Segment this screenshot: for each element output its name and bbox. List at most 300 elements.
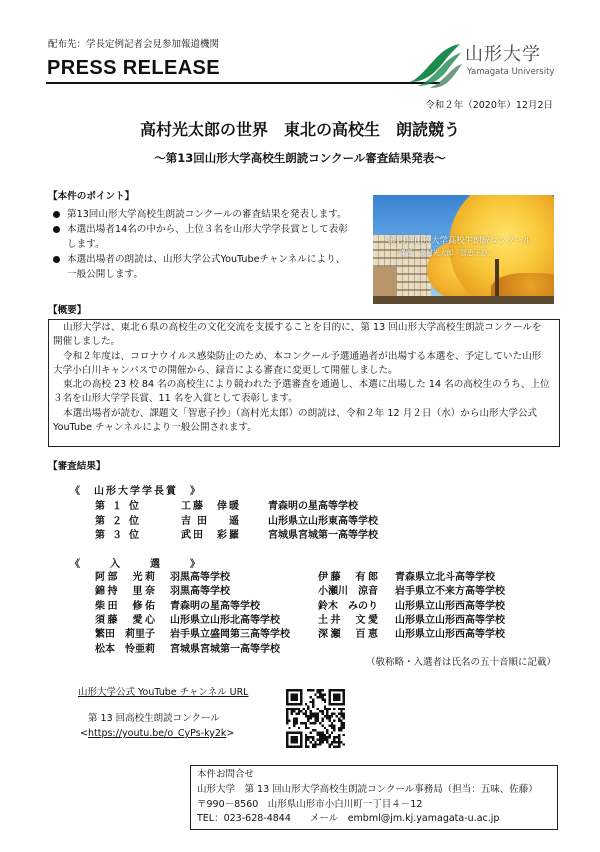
winner-3-school: 宮城県宮城第一高等学校: [268, 530, 378, 541]
qr-module: [333, 698, 335, 700]
qr-module: [340, 715, 342, 717]
logo-name-english: Yamagata University: [467, 67, 555, 77]
qr-module: [338, 734, 340, 736]
qr-module: [331, 743, 333, 745]
qr-module: [298, 731, 300, 733]
qr-module: [305, 715, 307, 717]
qr-module: [312, 703, 314, 705]
qr-module: [295, 717, 297, 719]
qr-module: [328, 734, 330, 736]
release-date: 令和２年（2020年）12月2日: [425, 100, 553, 111]
qr-module: [307, 706, 309, 708]
honorable-right-2-name: 小瀬川 涼音: [318, 586, 378, 597]
qr-module: [340, 689, 342, 691]
qr-module: [331, 703, 333, 705]
qr-module: [317, 696, 319, 698]
qr-module: [286, 720, 288, 722]
qr-module: [286, 739, 288, 741]
qr-module: [314, 717, 316, 719]
qr-module: [298, 713, 300, 715]
qr-module: [338, 741, 340, 743]
qr-module: [336, 746, 338, 748]
qr-module: [314, 715, 316, 717]
honorable-left-5-school: 岩手県立盛岡第三高等学校: [170, 629, 290, 640]
qr-module: [286, 734, 288, 736]
qr-module: [312, 689, 314, 691]
qr-module: [343, 708, 345, 710]
qr-module: [314, 720, 316, 722]
qr-code: [286, 689, 345, 748]
qr-module: [338, 696, 340, 698]
header-rule: [46, 82, 440, 84]
winner-3-rank: 第３位: [95, 530, 139, 541]
qr-module: [295, 713, 297, 715]
qr-module: [333, 739, 335, 741]
qr-module: [305, 741, 307, 743]
qr-module: [291, 739, 293, 741]
distribution-list: 配布先：学長定例記者会見参加報道機関: [48, 39, 220, 50]
qr-module: [326, 739, 328, 741]
honorable-right-4-name: 土井 文愛: [318, 615, 378, 626]
contest-photo: [373, 195, 554, 304]
honorable-left-1-school: 羽黒高等学校: [170, 572, 230, 583]
qr-module: [293, 731, 295, 733]
qr-module: [338, 729, 340, 731]
qr-module: [295, 696, 297, 698]
qr-module: [310, 717, 312, 719]
qr-module: [303, 708, 305, 710]
qr-module: [293, 724, 295, 726]
qr-module: [328, 708, 330, 710]
qr-module: [312, 706, 314, 708]
qr-module: [336, 696, 338, 698]
qr-module: [286, 710, 288, 712]
qr-module: [333, 703, 335, 705]
qr-module: [286, 736, 288, 738]
honorable-right-1-school: 青森県立北斗高等学校: [395, 572, 495, 583]
qr-module: [312, 715, 314, 717]
qr-module: [295, 731, 297, 733]
qr-module: [293, 722, 295, 724]
qr-module: [312, 736, 314, 738]
qr-module: [331, 741, 333, 743]
qr-module: [319, 694, 321, 696]
qr-module: [312, 729, 314, 731]
qr-module: [286, 743, 288, 745]
point-1-line-1: 第13回山形大学高校生朗読コンクールの審査結果を発表します。: [67, 209, 347, 220]
qr-module: [291, 689, 293, 691]
qr-module: [305, 739, 307, 741]
qr-module: [331, 689, 333, 691]
winner-1-school: 青森明の星高等学校: [268, 501, 358, 512]
honorable-right-2-school: 岩手県立不来方高等学校: [395, 586, 505, 597]
winner-2-rank: 第２位: [95, 516, 139, 527]
page-subtitle: ～第13回山形大学高校生朗読コンクール審査結果発表～: [154, 151, 446, 165]
qr-module: [328, 701, 330, 703]
overview-p4-line-2: YouTube チャンネルにより一般公開されます。: [53, 422, 257, 433]
overview-p1-line-1: 山形大学は、東北６県の高校生の文化交流を支援することを目的に、第 13 回山形大学高校生朗読コンクールを: [63, 322, 542, 333]
qr-module: [340, 724, 342, 726]
qr-module: [324, 708, 326, 710]
qr-module: [333, 689, 335, 691]
winner-2-school: 山形県立山形東高等学校: [268, 516, 378, 527]
qr-module: [336, 741, 338, 743]
qr-module: [326, 710, 328, 712]
qr-module: [343, 703, 345, 705]
qr-module: [307, 720, 309, 722]
qr-module: [317, 731, 319, 733]
qr-module: [317, 715, 319, 717]
qr-module: [328, 715, 330, 717]
qr-module: [321, 717, 323, 719]
qr-module: [338, 746, 340, 748]
qr-module: [310, 713, 312, 715]
qr-module: [331, 722, 333, 724]
qr-module: [319, 731, 321, 733]
qr-module: [293, 736, 295, 738]
photo-caption: 第13回山形大学高校生朗読コンクール: [387, 235, 532, 245]
qr-module: [291, 694, 293, 696]
qr-module: [295, 746, 297, 748]
qr-module: [286, 741, 288, 743]
honorable-left-3-school: 青森明の星高等学校: [170, 601, 260, 612]
qr-module: [319, 736, 321, 738]
qr-module: [312, 701, 314, 703]
contact-office: 山形大学 第 13 回山形大学高校生朗読コンクール事務局（担当：五味、佐藤）: [197, 784, 538, 795]
honorable-right-3-name: 鈴木 みのり: [318, 601, 378, 612]
qr-module: [319, 741, 321, 743]
qr-module: [343, 717, 345, 719]
qr-module: [328, 720, 330, 722]
qr-module: [319, 743, 321, 745]
qr-module: [298, 708, 300, 710]
qr-module: [343, 724, 345, 726]
qr-module: [326, 736, 328, 738]
qr-module: [336, 689, 338, 691]
qr-module: [293, 689, 295, 691]
qr-module: [295, 741, 297, 743]
qr-module: [305, 746, 307, 748]
qr-module: [338, 736, 340, 738]
photo-ground: [373, 296, 554, 304]
qr-module: [312, 698, 314, 700]
qr-module: [312, 746, 314, 748]
logo-name-japanese: 山形大学: [465, 44, 541, 65]
qr-module: [331, 715, 333, 717]
qr-module: [312, 739, 314, 741]
overview-p2-line-2: 大学小白川キャンパスでの開催から、録音による審査に変更して開催しました。: [53, 365, 398, 376]
qr-module: [321, 741, 323, 743]
qr-module: [300, 698, 302, 700]
qr-module: [300, 731, 302, 733]
university-logo-icon: [408, 42, 462, 88]
qr-module: [293, 703, 295, 705]
qr-module: [343, 743, 345, 745]
qr-module: [286, 694, 288, 696]
honorable-left-4-name: 須藤 愛心: [95, 615, 155, 626]
qr-module: [326, 708, 328, 710]
qr-module: [324, 698, 326, 700]
qr-module: [319, 722, 321, 724]
qr-module: [338, 703, 340, 705]
qr-module: [291, 696, 293, 698]
honorable-right-3-school: 山形県立山形西高等学校: [395, 601, 505, 612]
qr-module: [328, 703, 330, 705]
qr-module: [310, 696, 312, 698]
qr-module: [307, 715, 309, 717]
qr-module: [319, 734, 321, 736]
qr-module: [324, 727, 326, 729]
qr-module: [286, 701, 288, 703]
page-title: 高村光太郎の世界 東北の高校生 朗読競う: [139, 120, 460, 139]
qr-module: [317, 743, 319, 745]
qr-module: [300, 710, 302, 712]
point-2-line-1: 本選出場者14名の中から、上位３名を山形大学学長賞として表彰: [67, 224, 348, 235]
qr-module: [319, 691, 321, 693]
contact-heading: 本件お問合せ: [197, 769, 255, 780]
qr-module: [305, 703, 307, 705]
qr-module: [310, 722, 312, 724]
qr-module: [326, 729, 328, 731]
qr-module: [314, 713, 316, 715]
point-2-line-2: します。: [67, 239, 105, 250]
qr-module: [333, 713, 335, 715]
qr-module: [314, 729, 316, 731]
qr-module: [317, 739, 319, 741]
qr-module: [328, 694, 330, 696]
qr-module: [343, 734, 345, 736]
qr-module: [338, 727, 340, 729]
qr-module: [328, 691, 330, 693]
bullet-icon: [53, 211, 60, 218]
qr-module: [288, 731, 290, 733]
qr-module: [291, 708, 293, 710]
honorable-left-4-school: 山形県立山形北高等学校: [170, 615, 280, 626]
qr-module: [333, 694, 335, 696]
qr-module: [340, 727, 342, 729]
qr-module: [326, 715, 328, 717]
qr-module: [298, 710, 300, 712]
youtube-video-title: 第 13 回高校生朗読コンクール: [88, 713, 220, 724]
qr-module: [286, 722, 288, 724]
qr-module: [324, 706, 326, 708]
qr-module: [305, 736, 307, 738]
qr-module: [286, 689, 288, 691]
qr-module: [314, 741, 316, 743]
photo-subject: 課題 高村光太郎「智恵子抄」: [399, 249, 495, 257]
qr-module: [295, 722, 297, 724]
qr-module: [305, 722, 307, 724]
qr-module: [340, 713, 342, 715]
qr-module: [305, 713, 307, 715]
qr-module: [314, 722, 316, 724]
qr-module: [310, 701, 312, 703]
qr-module: [319, 689, 321, 691]
qr-module: [333, 746, 335, 748]
overview-p3-line-2: ３名を山形大学学長賞、11 名を入賞として表彰します。: [53, 393, 298, 404]
overview-p1-line-2: 開催しました。: [53, 336, 121, 347]
url-close-bracket: >: [226, 728, 235, 739]
qr-module: [321, 731, 323, 733]
qr-module: [338, 743, 340, 745]
honorable-mention-label: 《 入 選 》: [70, 559, 200, 570]
qr-module: [293, 696, 295, 698]
bullet-icon: [53, 226, 60, 233]
qr-module: [300, 739, 302, 741]
youtube-url-line: [80, 727, 234, 740]
qr-module: [321, 698, 323, 700]
qr-module: [293, 746, 295, 748]
qr-module: [288, 689, 290, 691]
qr-module: [336, 703, 338, 705]
qr-module: [338, 720, 340, 722]
qr-module: [314, 743, 316, 745]
qr-module: [338, 739, 340, 741]
honorable-right-5-name: 深瀬 百恵: [318, 629, 378, 640]
qr-module: [331, 713, 333, 715]
winner-3-name: 武田 彩羅: [181, 530, 239, 541]
qr-module: [288, 703, 290, 705]
qr-module: [293, 708, 295, 710]
overview-p2-line-1: 令和２年度は、コロナウイルス感染防止のため、本コンクール予選通過者が出場する本選を、予定していた山形: [63, 351, 542, 362]
qr-module: [328, 746, 330, 748]
qr-module: [295, 703, 297, 705]
qr-module: [295, 720, 297, 722]
qr-module: [336, 698, 338, 700]
qr-module: [300, 694, 302, 696]
qr-module: [343, 715, 345, 717]
point-3-line-1: 本選出場者の朗読は、山形大学公式YouTubeチャンネルにより、: [67, 254, 346, 265]
qr-module: [300, 701, 302, 703]
qr-module: [338, 694, 340, 696]
qr-module: [288, 720, 290, 722]
qr-module: [328, 736, 330, 738]
qr-module: [333, 727, 335, 729]
qr-module: [293, 739, 295, 741]
qr-module: [331, 727, 333, 729]
qr-module: [333, 696, 335, 698]
qr-module: [324, 701, 326, 703]
qr-module: [312, 743, 314, 745]
qr-module: [338, 708, 340, 710]
qr-module: [333, 741, 335, 743]
overview-p3-line-1: 東北の高校 23 校 84 名の高校生により競われた予選審査を通過し、本選に出場した 14 名の高校生のうち、上位: [63, 379, 550, 390]
qr-module: [312, 722, 314, 724]
qr-module: [319, 696, 321, 698]
qr-module: [286, 713, 288, 715]
qr-module: [300, 691, 302, 693]
qr-module: [328, 689, 330, 691]
contact-address: 〒990－8560 山形県山形市小白川町一丁目４－12: [197, 799, 423, 810]
qr-module: [310, 736, 312, 738]
qr-module: [305, 710, 307, 712]
qr-module: [333, 724, 335, 726]
qr-module: [326, 717, 328, 719]
qr-module: [291, 698, 293, 700]
url-open-bracket: <: [80, 728, 88, 739]
qr-module: [286, 746, 288, 748]
qr-module: [295, 698, 297, 700]
qr-module: [307, 689, 309, 691]
qr-module: [307, 746, 309, 748]
qr-module: [328, 743, 330, 745]
qr-module: [338, 717, 340, 719]
qr-module: [305, 734, 307, 736]
qr-module: [314, 746, 316, 748]
qr-module: [328, 698, 330, 700]
qr-module: [310, 710, 312, 712]
qr-module: [317, 691, 319, 693]
qr-module: [324, 736, 326, 738]
qr-module: [300, 734, 302, 736]
qr-module: [298, 746, 300, 748]
points-heading: 【本件のポイント】: [48, 191, 135, 202]
qr-module: [331, 724, 333, 726]
qr-module: [288, 708, 290, 710]
qr-module: [305, 724, 307, 726]
qr-module: [286, 715, 288, 717]
honorable-left-5-name: 繁田 莉里子: [95, 629, 155, 640]
winner-1-rank: 第１位: [95, 501, 139, 512]
qr-module: [326, 731, 328, 733]
qr-module: [298, 689, 300, 691]
qr-module: [338, 698, 340, 700]
qr-module: [295, 689, 297, 691]
qr-module: [307, 739, 309, 741]
qr-module: [303, 722, 305, 724]
qr-module: [310, 715, 312, 717]
qr-module: [286, 696, 288, 698]
qr-module: [340, 710, 342, 712]
qr-module: [317, 689, 319, 691]
qr-module: [295, 739, 297, 741]
honorable-left-3-name: 柴田 修佑: [95, 601, 155, 612]
qr-module: [286, 691, 288, 693]
qr-module: [307, 717, 309, 719]
presidents-award-label: 《 山形大学学長賞 》: [70, 486, 200, 497]
qr-module: [298, 703, 300, 705]
qr-module: [305, 743, 307, 745]
qr-module: [326, 741, 328, 743]
qr-module: [343, 701, 345, 703]
qr-module: [286, 708, 288, 710]
qr-module: [291, 731, 293, 733]
honorable-right-4-school: 山形県立山形西高等学校: [395, 615, 505, 626]
press-release-label: PRESS RELEASE: [47, 57, 221, 79]
qr-module: [336, 715, 338, 717]
qr-module: [288, 746, 290, 748]
qr-module: [321, 710, 323, 712]
results-note: （敬称略・入選者は氏名の五十音順に記載）: [365, 657, 556, 668]
qr-module: [293, 710, 295, 712]
qr-module: [307, 708, 309, 710]
qr-module: [343, 698, 345, 700]
youtube-url-link[interactable]: https://youtu.be/o_CyPs-ky2k: [87, 728, 227, 739]
qr-module: [300, 703, 302, 705]
qr-module: [310, 741, 312, 743]
qr-module: [293, 698, 295, 700]
qr-module: [286, 717, 288, 719]
qr-module: [300, 722, 302, 724]
qr-module: [319, 739, 321, 741]
qr-module: [298, 727, 300, 729]
winner-2-name: 吉田 遥: [181, 516, 239, 527]
qr-module: [310, 689, 312, 691]
honorable-left-1-name: 阿部 光莉: [95, 572, 155, 583]
qr-module: [343, 722, 345, 724]
qr-module: [331, 731, 333, 733]
qr-module: [333, 708, 335, 710]
